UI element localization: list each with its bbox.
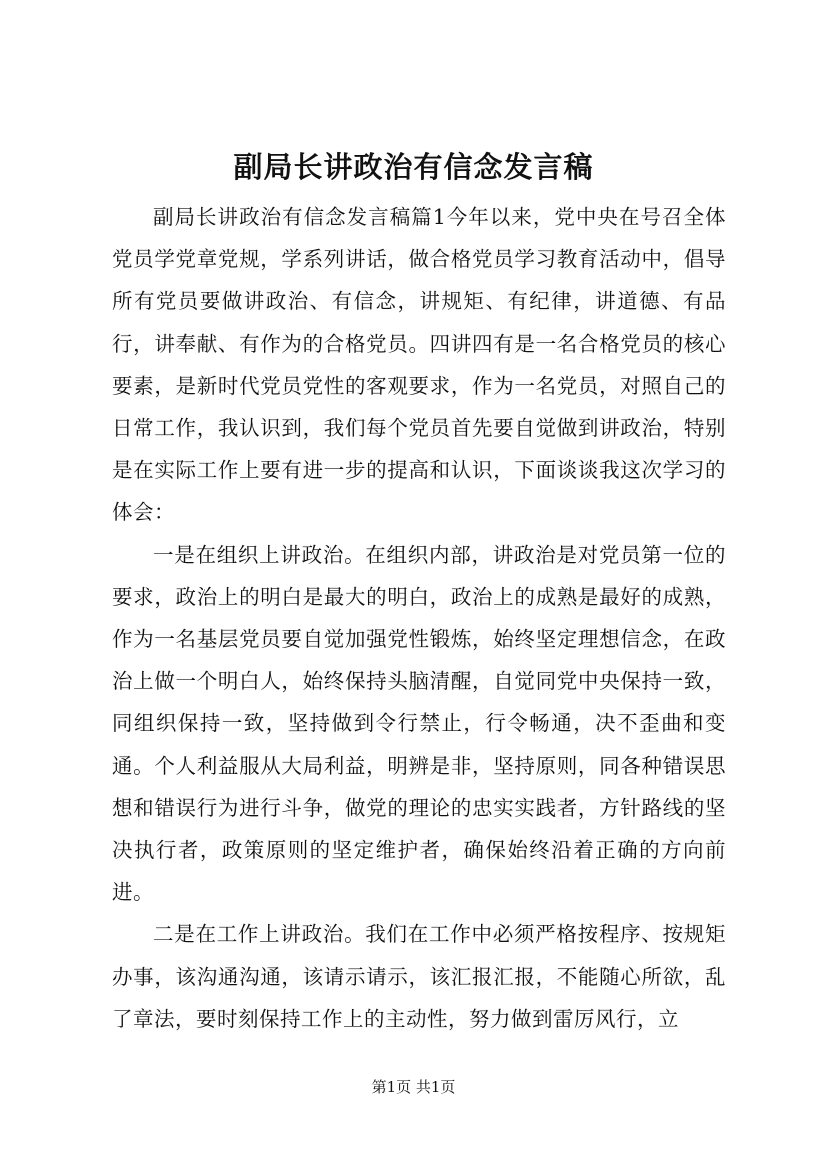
paragraph-intro: 副局长讲政治有信念发言稿篇1今年以来，党中央在号召全体党员学党章党规，学系列讲话，做合格党员学习教育活动中，倡导所有党员要做讲政治、有信念，讲规矩、有纪律，讲道德、有品行，讲奉献、有作为的合格党员。四讲四有是一名合格党员的核心要素，是新时代党员党性的客观要求，作为一名党员，对照自己的日常工作，我认识到，我们每个党员首先要自觉做到讲政治，特别是在实际工作上要有进一步的提高和认识，下面谈谈我这次学习的体会： [112, 205, 726, 525]
page-footer: 第1页 共1页 [371, 1078, 456, 1096]
paragraph-work: 二是在工作上讲政治。我们在工作中必须严格按程序、按规矩办事，该沟通沟通，该请示请示，该汇报汇报，不能随心所欲，乱了章法，要时刻保持工作上的主动性，努力做到雷厉风行，立 [112, 922, 726, 1031]
document-body [112, 196, 726, 1040]
page-title: 副局长讲政治有信念发言稿 [233, 150, 594, 184]
paragraph-organization: 一是在组织上讲政治。在组织内部，讲政治是对党员第一位的要求，政治上的明白是最大的明白，政治上的成熟是最好的成熟，作为一名基层党员要自觉加强党性锻炼，始终坚定理想信念，在政治上做一个明白人，始终保持头脑清醒，自觉同党中央保持一致，同组织保持一致，坚持做到令行禁止，行令畅通，决不歪曲和变通。个人利益服从大局利益，明辨是非，坚持原则，同各种错误思想和错误行为进行斗争，做党的理论的忠实实践者，方针路线的坚决执行者，政策原则的坚定维护者，确保始终沿着正确的方向前进。 [112, 542, 726, 905]
